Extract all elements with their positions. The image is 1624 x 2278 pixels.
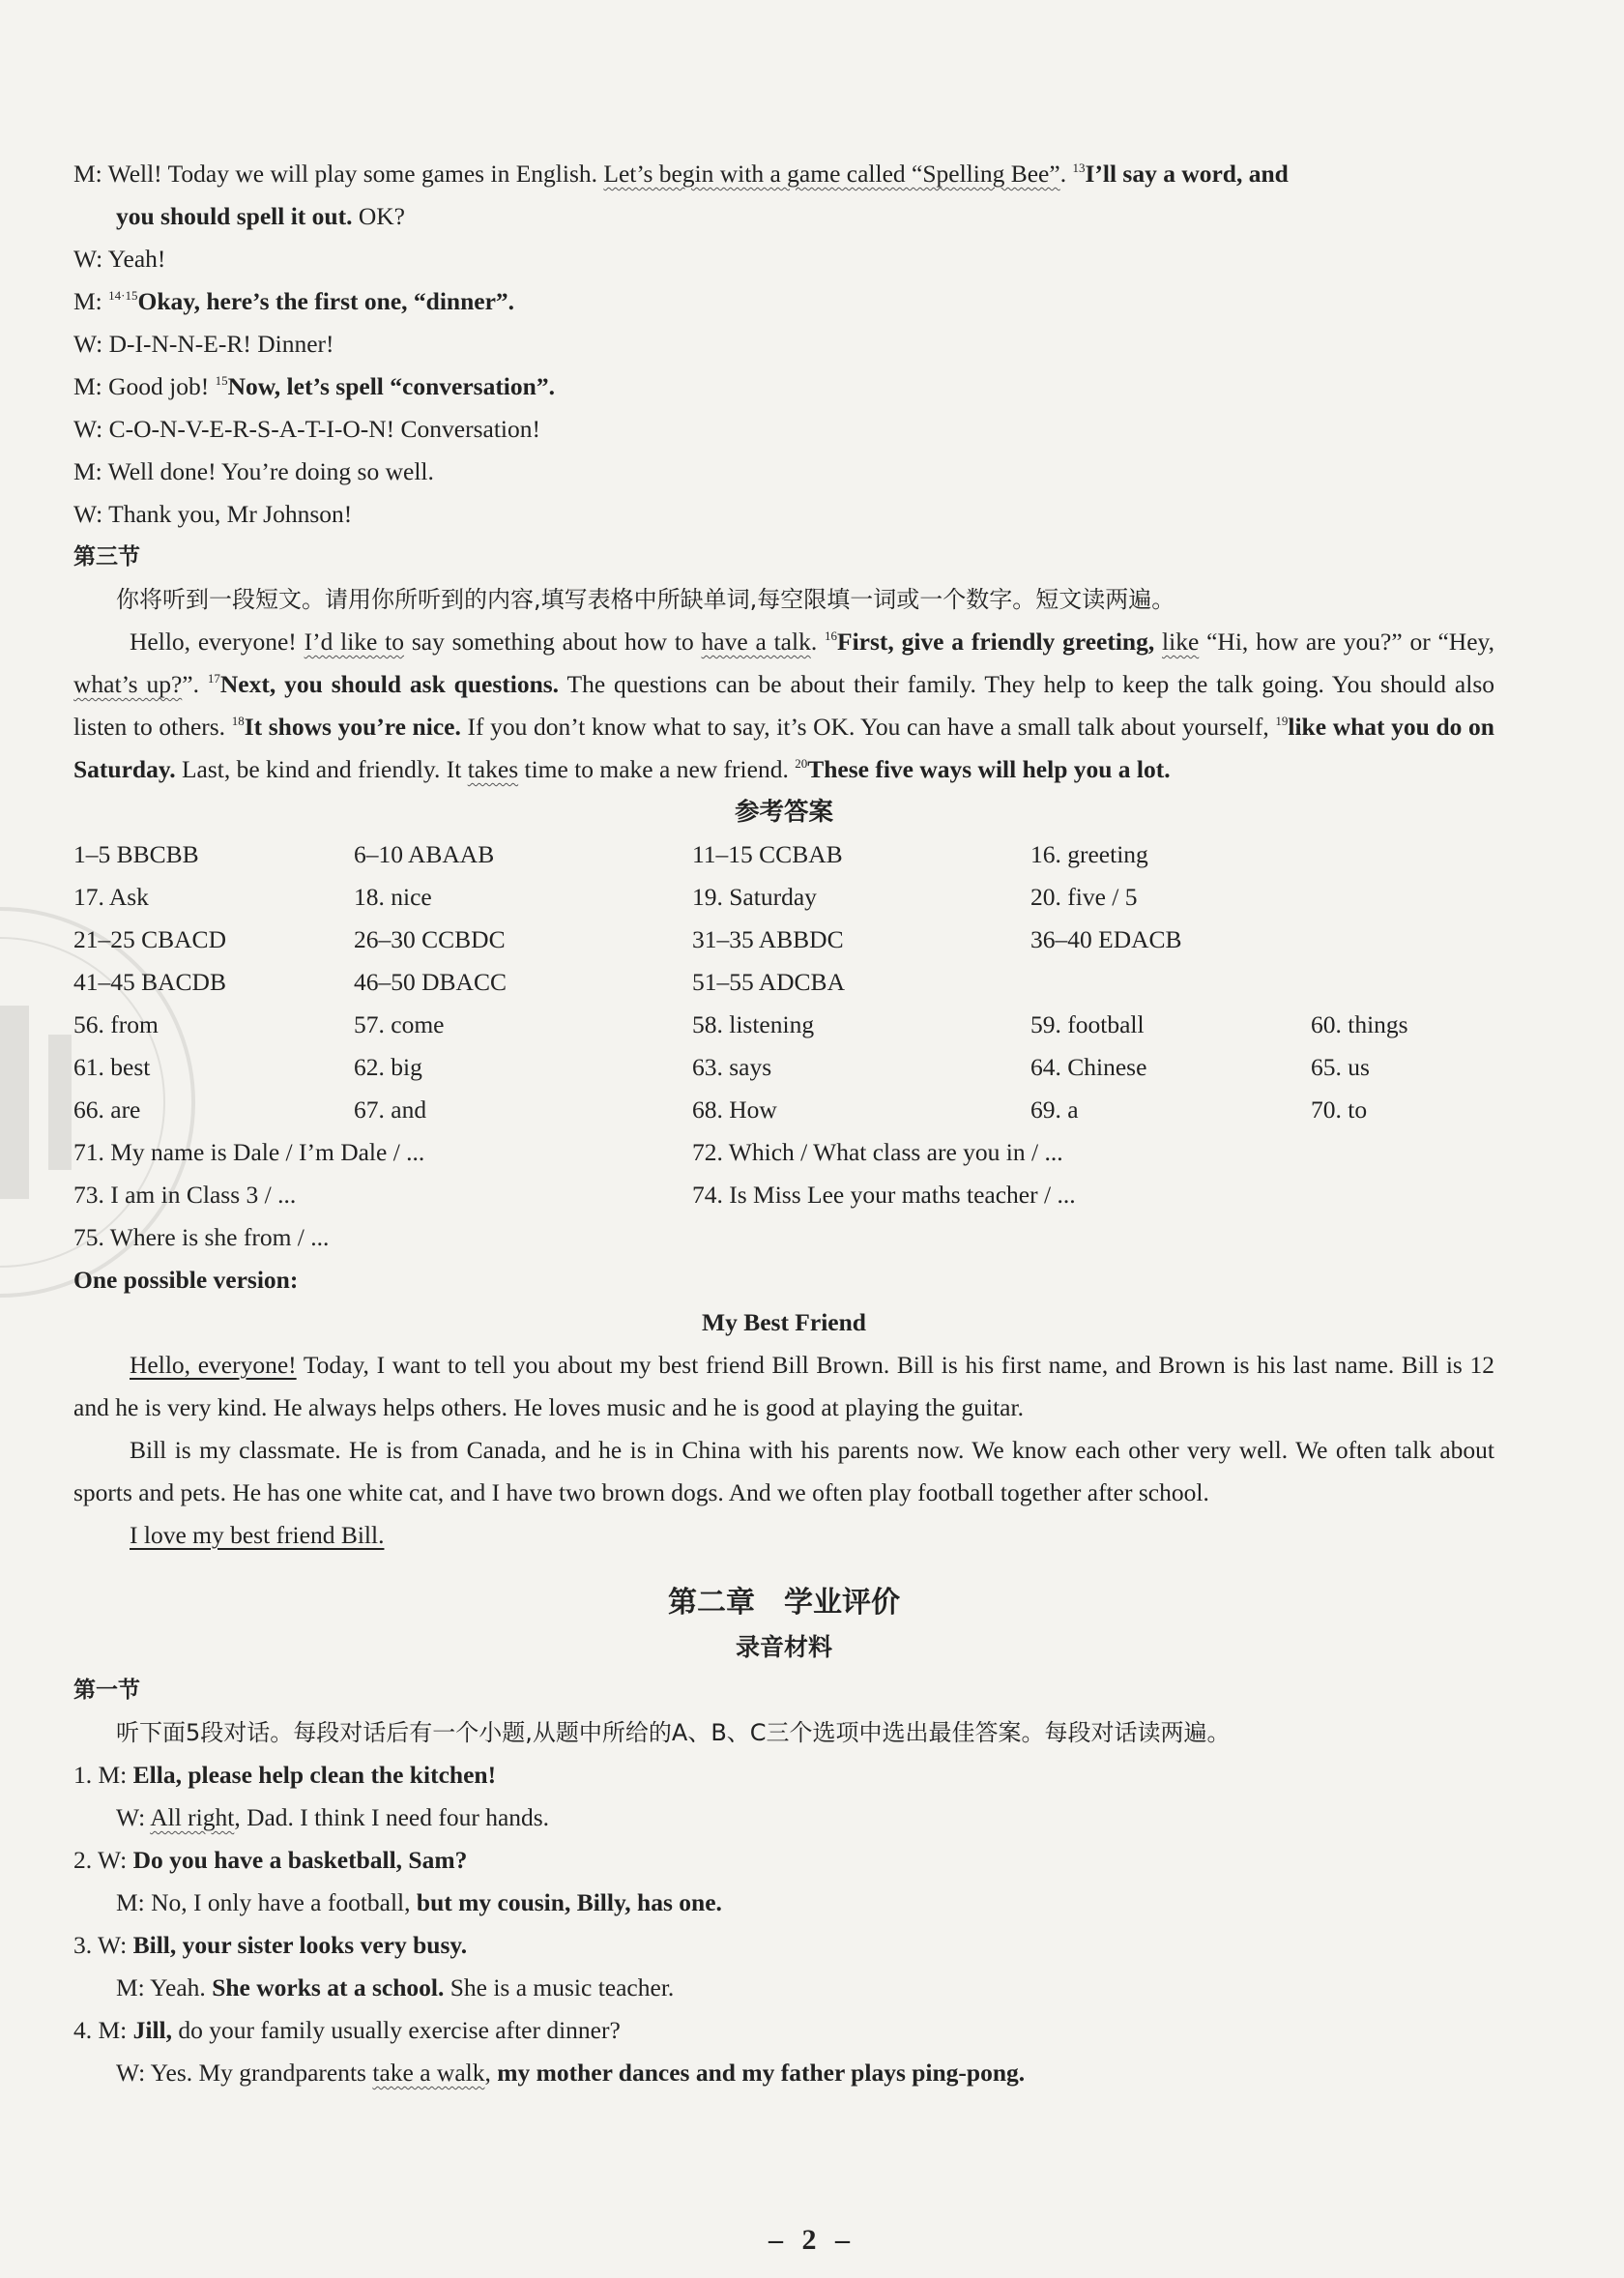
- answers-grid: [73, 833, 1494, 1131]
- answer-cell: 62. big: [354, 1053, 422, 1081]
- answers-heading: 参考答案: [734, 798, 833, 827]
- essay-paragraph: Bill is my classmate. He is from Canada, and he is in China with his parents now. We know each other very well. We often talk about sports and pets. He has one white cat, and I have two brown dogs. And we often play football together after school.: [73, 1436, 1494, 1506]
- answer-cell: 67. and: [354, 1095, 427, 1124]
- answer-cell: 11–15 CCBAB: [692, 840, 843, 868]
- answer-cell: 72. Which / What class are you in / ...: [692, 1138, 1063, 1166]
- answer-cell: 46–50 DBACC: [354, 968, 507, 996]
- chapter-subtitle: 录音材料: [735, 1633, 832, 1661]
- answer-cell: 31–35 ABBDC: [692, 925, 844, 953]
- answer-cell: 60. things: [1311, 1010, 1408, 1038]
- dialog-line: you should spell it out. OK?: [116, 202, 405, 230]
- answer-cell: [1311, 833, 1494, 876]
- answer-cell: 19. Saturday: [692, 883, 817, 911]
- essay-title: My Best Friend: [702, 1308, 866, 1336]
- answer-cell: [1311, 876, 1494, 919]
- answer-cell: 58. listening: [692, 1010, 815, 1038]
- answer-cell: 17. Ask: [73, 883, 149, 911]
- answer-cell: 63. says: [692, 1053, 772, 1081]
- section-heading: 第三节: [73, 544, 140, 570]
- answer-cell: [1311, 961, 1494, 1004]
- dialog-line: 3. W: Bill, your sister looks very busy.: [73, 1931, 468, 1959]
- dialog-line: W: Yes. My grandparents take a walk, my mother dances and my father plays ping-pong.: [116, 2059, 1026, 2087]
- answer-cell: 75. Where is she from / ...: [73, 1223, 330, 1251]
- essay-label: One possible version:: [73, 1266, 299, 1294]
- answer-cell: 68. How: [692, 1095, 777, 1124]
- answer-cell: 56. from: [73, 1010, 159, 1038]
- dialog-line: M: Well! Today we will play some games in English. Let’s begin with a game called “Spelling Bee”. $^{13}$I’ll say a word, and: [73, 160, 1289, 188]
- dialog-line: 2. W: Do you have a basketball, Sam?: [73, 1846, 468, 1874]
- answers-wide-grid: [73, 1131, 1494, 1259]
- essay-paragraph: I love my best friend Bill.: [130, 1521, 385, 1549]
- answer-cell: [1030, 961, 1311, 1004]
- section-instruction: 听下面5段对话。每段对话后有一个小题,从题中所给的A、B、C三个选项中选出最佳答案。每段对话读两遍。: [116, 1719, 1231, 1746]
- answer-cell: 74. Is Miss Lee your maths teacher / ...: [692, 1181, 1076, 1209]
- dialog-line: W: All right, Dad. I think I need four hands.: [116, 1803, 550, 1831]
- dialog-line: W: Yeah!: [73, 245, 166, 273]
- dialog-line: M: Good job! $^{15}$Now, let’s spell “conversation”.: [73, 372, 555, 400]
- dialog-line: 1. M: Ella, please help clean the kitchen!: [73, 1761, 497, 1789]
- answer-cell: [692, 1216, 1494, 1259]
- chapter-title: 第二章 学业评价: [668, 1586, 900, 1620]
- dialog-line: 4. M: Jill, do your family usually exercise after dinner?: [73, 2016, 621, 2044]
- dialog-line: W: Thank you, Mr Johnson!: [73, 500, 353, 528]
- answer-cell: 26–30 CCBDC: [354, 925, 506, 953]
- section-heading: 第一节: [73, 1678, 140, 1703]
- answer-cell: 57. come: [354, 1010, 445, 1038]
- answer-cell: 65. us: [1311, 1053, 1370, 1081]
- answer-cell: [1311, 919, 1494, 961]
- answer-cell: 20. five / 5: [1030, 883, 1138, 911]
- answer-cell: 36–40 EDACB: [1030, 925, 1182, 953]
- answer-cell: 41–45 BACDB: [73, 968, 226, 996]
- page-content: [73, 153, 1494, 2094]
- answer-cell: 59. football: [1030, 1010, 1145, 1038]
- answer-cell: 18. nice: [354, 883, 432, 911]
- dialog-line: M: Well done! You’re doing so well.: [73, 457, 434, 485]
- answer-cell: 64. Chinese: [1030, 1053, 1147, 1081]
- dialog-line: M: $^{14\cdot 15}$Okay, here’s the first one, “dinner”.: [73, 287, 515, 315]
- dialog-line: M: Yeah. She works at a school. She is a music teacher.: [116, 1973, 675, 2001]
- answer-cell: 51–55 ADCBA: [692, 968, 845, 996]
- page-number: – 2 –: [768, 2224, 856, 2256]
- answer-cell: 61. best: [73, 1053, 151, 1081]
- answer-cell: 70. to: [1311, 1095, 1368, 1124]
- essay-paragraph: Hello, everyone! Today, I want to tell you about my best friend Bill Brown. Bill is his first name, and Brown is his last name. Bill is 12 and he is very kind. He always helps others. He loves music and he is good at playing the guitar.: [73, 1351, 1495, 1421]
- section-instruction: 你将听到一段短文。请用你所听到的内容,填写表格中所缺单词,每空限填一词或一个数字。短文读两遍。: [116, 586, 1175, 613]
- answer-cell: 16. greeting: [1030, 840, 1148, 868]
- answer-cell: 6–10 ABAAB: [354, 840, 495, 868]
- answer-cell: 69. a: [1030, 1095, 1079, 1124]
- answer-cell: 1–5 BBCBB: [73, 840, 199, 868]
- passage-paragraph: Hello, everyone! I’d like to say something about how to have a talk. $^{16}$First, give a friendly greeting, like “Hi, how are you?” or “Hey, what’s up?”. $^{17}$Next, you should ask questions. The questions can be about their family. They help to keep the talk going. You should also listen to others. $^{18}$It shows you’re nice. If you don’t know what to say, it’s OK. You can have a small talk about yourself, $^{19}$like what you do on Saturday. Last, be kind and friendly. It takes time to make a new friend. $^{20}$These five ways will help you a lot.: [73, 628, 1495, 783]
- answer-cell: 21–25 CBACD: [73, 925, 226, 953]
- dialog-line: W: D-I-N-N-E-R! Dinner!: [73, 330, 334, 358]
- dialog-line: W: C-O-N-V-E-R-S-A-T-I-O-N! Conversation!: [73, 415, 540, 443]
- answer-cell: 73. I am in Class 3 / ...: [73, 1181, 297, 1209]
- answer-cell: 66. are: [73, 1095, 141, 1124]
- dialog-line: M: No, I only have a football, but my cousin, Billy, has one.: [116, 1888, 722, 1916]
- answer-cell: 71. My name is Dale / I’m Dale / ...: [73, 1138, 425, 1166]
